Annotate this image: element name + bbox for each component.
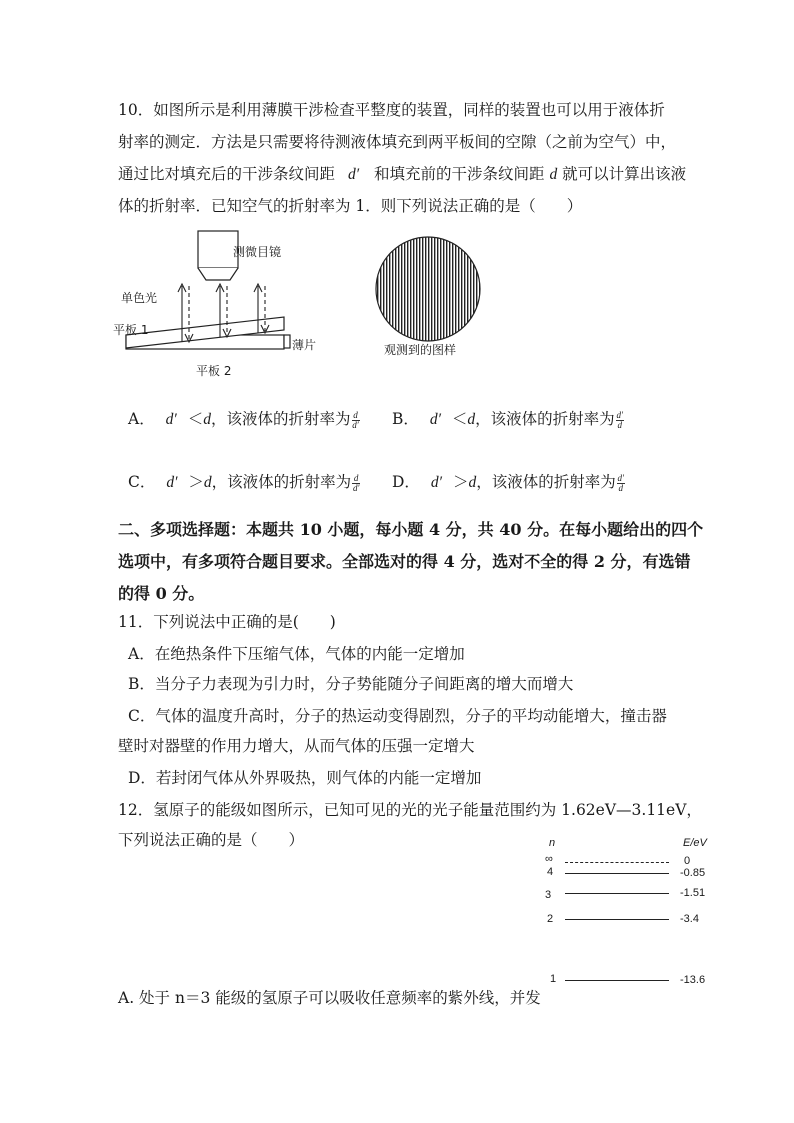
thin-sheet bbox=[284, 335, 290, 348]
q10-line3-c: 就可以计算出该液 bbox=[562, 165, 687, 183]
q11-option-a[interactable]: A．在绝热条件下压缩气体，气体的内能一定增加 bbox=[128, 645, 465, 663]
fraction-denominator: d′ bbox=[352, 419, 359, 430]
option-var: d′ bbox=[165, 411, 177, 428]
fraction-numerator: d bbox=[353, 472, 359, 483]
q10-option-b[interactable] bbox=[392, 408, 624, 431]
level-e-4: -0.85 bbox=[680, 867, 706, 879]
level-n-1: 1 bbox=[550, 973, 557, 985]
q10-line3 bbox=[118, 163, 686, 186]
eyepiece-label: 测微目镜 bbox=[233, 245, 282, 259]
q10-line3-b: 和填充前的干涉条纹间距 bbox=[374, 165, 545, 183]
option-fraction bbox=[617, 474, 625, 493]
level-n-3: 3 bbox=[545, 889, 552, 901]
q10-var-d: d bbox=[549, 166, 558, 183]
level-line-2 bbox=[565, 919, 669, 920]
option-fraction bbox=[352, 411, 360, 430]
q11-option-b[interactable]: B．当分子力表现为引力时，分子势能随分子间距离的增大而增大 bbox=[128, 675, 574, 693]
fraction-denominator: d′ bbox=[352, 482, 360, 493]
option-letter: C． bbox=[128, 473, 156, 491]
q10-option-d[interactable] bbox=[392, 471, 625, 494]
option-var2: d bbox=[203, 474, 212, 491]
q10-line3-a: 通过比对填充后的干涉条纹间距 bbox=[118, 165, 336, 183]
q10-line4: 体的折射率．已知空气的折射率为 1．则下列说法正确的是（ ） bbox=[118, 197, 583, 215]
q10-var-dprime: d′ bbox=[347, 166, 360, 183]
q12-line2: 下列说法正确的是（ ） bbox=[118, 831, 305, 849]
option-letter: A． bbox=[128, 410, 155, 428]
level-n-4: 4 bbox=[547, 866, 554, 878]
level-e-inf: 0 bbox=[684, 855, 691, 867]
q10-option-c[interactable] bbox=[128, 471, 360, 494]
fraction-denominator: d bbox=[617, 419, 622, 430]
option-relation: ＜ bbox=[451, 410, 468, 428]
q11-option-c-line1[interactable]: C．气体的温度升高时，分子的热运动变得剧烈，分子的平均动能增大，撞击器 bbox=[128, 707, 667, 725]
observed-label: 观测到的图样 bbox=[384, 343, 457, 357]
film-label: 薄片 bbox=[292, 338, 317, 352]
option-relation: ＞ bbox=[188, 473, 204, 491]
q11-stem: 11．下列说法中正确的是( ) bbox=[118, 613, 336, 631]
n-axis-label: n bbox=[549, 837, 556, 849]
option-fraction bbox=[616, 411, 624, 430]
q10-line1: 10．如图所示是利用薄膜干涉检查平整度的装置，同样的装置也可以用于液体折 bbox=[118, 101, 665, 119]
q12-option-a[interactable]: A. 处于 n＝3 能级的氢原子可以吸收任意频率的紫外线，并发 bbox=[118, 989, 541, 1007]
plate1-label: 平板 1 bbox=[113, 323, 149, 337]
energy-axis-label: E/eV bbox=[683, 837, 707, 849]
option-letter: D． bbox=[392, 473, 420, 491]
option-fraction bbox=[352, 474, 360, 493]
option-var: d′ bbox=[429, 411, 441, 428]
eyepiece-body bbox=[198, 231, 238, 268]
fraction-numerator: d′ bbox=[616, 409, 623, 420]
level-e-3: -1.51 bbox=[680, 887, 706, 899]
plate2-label: 平板 2 bbox=[196, 364, 232, 378]
section2-line3: 的得 0 分。 bbox=[118, 584, 205, 603]
option-letter: B． bbox=[392, 410, 419, 428]
q11-option-d[interactable]: D．若封闭气体从外界吸热，则气体的内能一定增加 bbox=[128, 769, 482, 787]
q12-line1: 12．氢原子的能级如图所示，已知可见的光的光子能量范围约为 1.62eV—3.11eV， bbox=[118, 801, 702, 819]
option-relation: ＜ bbox=[187, 410, 204, 428]
level-e-1: -13.6 bbox=[680, 974, 706, 986]
eyepiece-lens bbox=[198, 268, 238, 280]
light-label: 单色光 bbox=[121, 291, 158, 305]
option-var: d′ bbox=[430, 474, 443, 491]
fraction-numerator: d bbox=[353, 409, 358, 420]
option-text: ，该液体的折射率为 bbox=[476, 473, 616, 491]
option-var2: d bbox=[468, 474, 477, 491]
option-var2: d bbox=[467, 411, 476, 428]
fraction-denominator: d bbox=[618, 482, 623, 493]
level-n-2: 2 bbox=[547, 913, 554, 925]
option-relation: ＞ bbox=[452, 473, 469, 491]
option-var: d′ bbox=[166, 474, 178, 491]
option-var2: d bbox=[203, 411, 211, 428]
level-line-inf bbox=[565, 862, 669, 863]
option-text: ，该液体的折射率为 bbox=[475, 410, 615, 428]
level-n-inf: ∞ bbox=[545, 853, 553, 865]
q10-option-a[interactable] bbox=[128, 408, 360, 431]
level-line-3 bbox=[565, 893, 669, 894]
level-e-2: -3.4 bbox=[680, 913, 699, 925]
option-text: ，该液体的折射率为 bbox=[210, 410, 351, 428]
option-text: ，该液体的折射率为 bbox=[211, 473, 352, 491]
q11-option-c-line2: 壁时对器壁的作用力增大，从而气体的压强一定增大 bbox=[118, 737, 475, 755]
section2-line1: 二、多项选择题：本题共 10 小题，每小题 4 分，共 40 分。在每小题给出的四个 bbox=[118, 520, 704, 539]
level-line-1 bbox=[565, 980, 669, 981]
fraction-numerator: d′ bbox=[617, 472, 624, 483]
level-line-4 bbox=[565, 873, 669, 874]
q10-line2: 射率的测定．方法是只需要将待测液体填充到两平板间的空隙（之前为空气）中， bbox=[118, 133, 677, 151]
section2-line2: 选项中，有多项符合题目要求。全部选对的得 4 分，选对不全的得 2 分，有选错 bbox=[118, 552, 691, 571]
